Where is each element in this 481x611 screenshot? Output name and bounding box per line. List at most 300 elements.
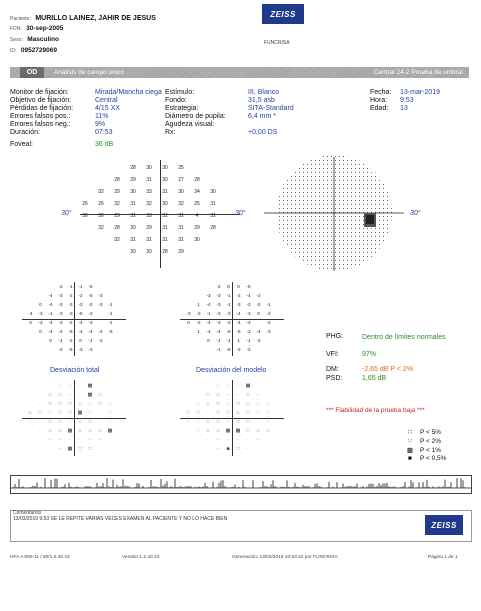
total-dev-cell: -5 [88,284,93,289]
total-dev-symbol: ▩ [87,392,93,398]
total-dev-symbol: ∷ [58,392,62,398]
pattern-dev-symbol: · [267,410,269,416]
threshold-cell: 30 [98,213,104,219]
pattern-dev-symbol: ∷ [236,401,240,407]
col1-label-1: Objetivo de fijación: [10,97,72,104]
total-dev-symbol: ⁙ [47,401,53,407]
threshold-cell: 31 [162,225,168,231]
threshold-cell: 25 [178,165,184,171]
threshold-cell: 30 [210,189,216,195]
pattern-dev-symbol: ∷ [246,428,250,434]
pattern-dev-cell: -4 [246,293,251,298]
total-dev-cell: -5 [68,347,73,352]
total-dev-symbol: ∷ [68,410,72,416]
col2-label-2: Estrategia: [165,105,199,112]
fovea-row [10,141,33,148]
total-dev-cell: -4 [48,302,53,307]
pattern-dev-cell: -3 [246,329,251,334]
total-dev-symbol: ∷ [78,446,82,452]
pattern-dev-symbol: ∷ [216,419,220,425]
pattern-dev-symbol: ∷ [186,410,190,416]
pattern-dev-symbol: ∷ [236,446,240,452]
pattern-dev-cell: -5 [236,329,241,334]
pattern-dev-symbol: ⁙ [245,392,251,398]
threshold-cell: 32 [178,201,184,207]
total-dev-cell: -3 [58,311,63,316]
total-dev-cell: -3 [98,293,103,298]
col1-label-0: Monitor de fijación: [10,89,69,96]
pattern-dev-symbol: ▩ [245,383,251,389]
pattern-dev-symbol: ∷ [246,410,250,416]
total-dev-cell: -1 [108,311,113,316]
col1-value-4: 9% [95,121,106,128]
threshold-cell: 31 [162,213,168,219]
threshold-cell: 33 [146,213,152,219]
total-dev-symbol: · [29,419,31,425]
pattern-dev-symbol: ∷ [246,401,250,407]
col2-value-5: +0,00 DS [248,129,278,136]
pattern-dev-cell: -5 [246,284,251,289]
total-dev-symbol: · [109,410,111,416]
pattern-dev-cell: -1 [216,347,221,352]
total-dev-cell: -1 [58,338,63,343]
legend-text: P < 1% [420,447,442,454]
total-dev-symbol: ⁙ [77,428,83,434]
pattern-dev-cell: -4 [206,302,211,307]
pattern-dev-symbol: ⁙ [215,428,221,434]
total-dev-symbol: ⁙ [97,428,103,434]
threshold-cell: 32 [114,237,120,243]
pattern-dev-symbol: · [247,437,249,443]
col1-label-5: Duración: [10,129,40,136]
threshold-cell: 29 [146,225,152,231]
total-dev-cell: 0 [39,329,42,334]
pattern-dev-cell: 0 [207,338,210,343]
total-dev-symbol: · [89,437,91,443]
total-dev-symbol: · [59,446,61,452]
pattern-dev-cell: -3 [236,302,241,307]
col1-value-5: 07:53 [95,129,113,136]
threshold-cell: 30 [146,165,152,171]
psd-value: 1,65 dB [362,375,387,382]
pattern-dev-symbol: · [257,392,259,398]
legend-row [404,455,446,462]
threshold-cell: 31 [162,237,168,243]
pattern-dev-cell: -2 [266,311,271,316]
total-dev-title: Desviación total [50,367,100,374]
col3-value-1: 9:53 [400,97,414,104]
legend-symbol-icon: ▩ [406,447,414,454]
pattern-dev-cell: 0 [237,284,240,289]
col2-label-1: Fondo: [165,97,187,104]
threshold-cell: 25 [194,201,200,207]
total-dev-cell: -2 [88,311,93,316]
pattern-dev-cell: -2 [256,338,261,343]
comments-text: 13/03/2019 9:53 SE LE REPITE VARIAS VECES EXAMEN AL PACIENTE Y NO LO HACE BIEN [13,516,228,522]
col2-label-3: Diámetro de pupila: [165,113,226,120]
footer-page: Página 1 de 1 [428,555,458,560]
threshold-cell: 26 [98,201,104,207]
total-dev-symbol: · [69,437,71,443]
threshold-cell: 33 [146,189,152,195]
pattern-dev-symbol: ∷ [266,428,270,434]
footer-device: HFA II 860-11 / 50/1.2.40.43 [10,555,70,560]
patient-dob: 30-sep-2005 [26,25,64,32]
pattern-dev-symbol: · [257,437,259,443]
total-dev-cell: -2 [68,320,73,325]
threshold-cell: 31 [178,225,184,231]
test-name: Central 24-2 Prueba de umbral [373,69,463,76]
total-dev-cell: -1 [68,284,73,289]
total-dev-symbol: ▩ [77,410,83,416]
pattern-dev-cell: -2 [246,347,251,352]
threshold-cell: 28 [114,225,120,231]
pattern-dev-cell: 1 [237,338,240,343]
total-dev-numeric [22,282,126,358]
total-dev-symbol: · [89,401,91,407]
total-dev-symbol: · [49,437,51,443]
patient-id-label: ID: [10,48,17,54]
pattern-dev-symbol: · [197,428,199,434]
pattern-dev-symbol: · [257,410,259,416]
threshold-cell: 32 [98,189,104,195]
pattern-dev-cell: -2 [256,302,261,307]
total-dev-symbol: · [69,392,71,398]
threshold-cell: 31 [210,201,216,207]
legend-text: P < 0,5% [420,455,447,462]
pattern-dev-symbol: · [257,401,259,407]
pattern-dev-symbol: ∷ [216,392,220,398]
total-dev-symbol: ∷ [58,410,62,416]
total-dev-symbol: · [79,383,81,389]
col2-value-3: 6,4 mm * [248,113,277,120]
psd-label: PSD: [326,375,343,382]
total-dev-cell: -2 [68,293,73,298]
total-dev-cell: -3 [88,347,93,352]
pattern-dev-symbol: · [267,419,269,425]
deg-right: 30° [410,210,421,217]
pattern-dev-symbol: ⁙ [235,410,241,416]
total-dev-symbol: · [59,383,61,389]
pattern-dev-symbol: · [237,392,239,398]
patient-name: MURILLO LAINEZ, JAHIR DE JESUS [35,15,156,22]
pattern-dev-cell: -3 [216,293,221,298]
threshold-cell: 28 [114,177,120,183]
total-dev-cell: -3 [78,302,83,307]
threshold-cell: 30 [82,213,88,219]
col2-label-0: Estímulo: [165,89,195,96]
total-dev-symbol: ∷ [98,392,102,398]
col3-label-2: Edad: [370,105,389,112]
pattern-dev-cell: -4 [236,320,241,325]
analysis-title: Análisis de campo único [54,69,125,76]
pattern-dev-symbol: · [217,383,219,389]
total-dev-symbol: ⁙ [47,428,53,434]
threshold-cell: 31 [210,213,216,219]
col1-label-2: Pérdidas de fijación: [10,105,74,112]
threshold-cell: 34 [194,189,200,195]
total-dev-cell: -3 [78,347,83,352]
zeiss-logo-bottom: ZEISS [425,515,463,535]
pattern-dev-symbol: ▩ [235,428,241,434]
pattern-dev-symbol: · [217,437,219,443]
total-dev-symbol: ∷ [68,401,72,407]
col3-label-1: Hora: [370,97,388,104]
threshold-cell: 31 [130,213,136,219]
legend-text: P < 2% [420,438,442,445]
threshold-cell: 30 [194,237,200,243]
threshold-cell: 31 [178,213,184,219]
pattern-dev-symbol: ∷ [246,419,250,425]
pattern-dev-symbol: ■ [226,446,230,452]
col2-value-1: 31,5 asb [248,97,275,104]
md-value: -2,65 dB P < 2% [362,366,414,373]
threshold-cell: 30 [130,225,136,231]
pattern-dev-title: Desviación del modelo [196,367,267,374]
pattern-dev-cell: -3 [266,329,271,334]
total-dev-cell: -2 [58,284,63,289]
deg-mid: 30° [235,210,246,217]
legend-text: P < 5% [420,429,442,436]
total-dev-cell: 0 [29,320,32,325]
total-dev-cell: -3 [68,311,73,316]
fovea-label: Foveal: [10,141,33,148]
total-dev-cell: -3 [58,320,63,325]
pattern-dev-cell: -1 [216,338,221,343]
pattern-dev-symbol: · [217,446,219,452]
pattern-dev-cell: -3 [186,311,191,316]
fixation-trace [11,476,471,493]
threshold-cell: 4 [195,213,199,219]
pattern-dev-cell: 0 [187,320,190,325]
pattern-dev-cell: -2 [196,320,201,325]
pattern-dev-symbol: ∷ [206,392,210,398]
threshold-cell: 26 [82,201,88,207]
total-dev-symbol: · [89,410,91,416]
patient-id: 0952729069 [20,47,57,54]
pattern-dev-cell: -1 [226,302,231,307]
threshold-cell: 29 [194,225,200,231]
total-dev-cell: -4 [78,320,83,325]
threshold-cell: 30 [162,165,168,171]
threshold-cell: 32 [146,201,152,207]
pattern-dev-prob [180,380,284,458]
total-dev-cell: -5 [108,329,113,334]
total-dev-cell: -1 [78,284,83,289]
total-dev-symbol: · [109,401,111,407]
total-dev-symbol: ∷ [78,401,82,407]
pattern-dev-cell: -3 [226,311,231,316]
total-dev-cell: -4 [98,329,103,334]
pattern-dev-cell: -4 [206,320,211,325]
pattern-dev-cell: -3 [246,320,251,325]
total-dev-cell: -4 [88,329,93,334]
total-dev-cell: -2 [38,320,43,325]
pattern-dev-cell: -1 [246,338,251,343]
patient-id-row [10,39,57,57]
pattern-dev-cell: 0 [257,311,260,316]
pattern-dev-symbol: · [227,437,229,443]
total-dev-cell: -2 [88,302,93,307]
pattern-dev-symbol: ∷ [196,410,200,416]
total-dev-cell: -5 [88,293,93,298]
pattern-dev-cell: -1 [206,311,211,316]
total-dev-cell: -3 [88,320,93,325]
threshold-cell: 28 [130,165,136,171]
threshold-cell: 27 [178,177,184,183]
pattern-dev-cell: -2 [236,293,241,298]
patient-name-label: Paciente: [10,16,31,22]
pattern-dev-symbol: · [227,419,229,425]
grayscale-plot [254,155,414,275]
pattern-dev-cell: -1 [226,293,231,298]
total-dev-cell: -5 [68,329,73,334]
total-dev-symbol: ∷ [88,419,92,425]
total-dev-cell: -2 [78,293,83,298]
col3-value-0: 13-mar-2019 [400,89,441,96]
total-dev-symbol: ∷ [98,401,102,407]
legend-symbol-icon: ■ [408,455,412,462]
total-dev-symbol: · [39,428,41,434]
comments-label: Comentarios [13,510,42,516]
total-dev-cell: -2 [98,338,103,343]
total-dev-symbol: ▩ [67,446,73,452]
pattern-dev-cell: -3 [216,302,221,307]
pattern-dev-cell: -3 [246,311,251,316]
col2-value-0: III, Blanco [248,89,280,96]
pattern-dev-cell: -3 [216,320,221,325]
pattern-dev-symbol: · [227,392,229,398]
legend-symbol-icon: ⁙ [407,438,413,445]
comments-box [10,510,472,542]
pattern-dev-cell: -3 [206,293,211,298]
total-dev-symbol: ▩ [107,428,113,434]
col1-label-4: Errores falsos neg.: [10,121,71,128]
total-dev-symbol: ⁙ [47,419,53,425]
pattern-dev-symbol: · [267,401,269,407]
threshold-cell: 30 [162,177,168,183]
threshold-cell: 32 [114,201,120,207]
zeiss-logo: ZEISS [262,4,304,24]
threshold-cell: 30 [130,249,136,255]
pattern-dev-symbol: ⁙ [205,401,211,407]
total-dev-cell: -1 [48,311,53,316]
total-dev-symbol: ∷ [88,446,92,452]
col1-value-0: Mirada/Mancha ciega [95,89,162,96]
total-dev-symbol: · [109,419,111,425]
threshold-cell: 31 [162,189,168,195]
threshold-cell: 31 [146,177,152,183]
pattern-dev-symbol: · [237,437,239,443]
total-dev-cell: 0 [49,338,52,343]
total-dev-cell: -2 [68,338,73,343]
threshold-cell: 29 [114,213,120,219]
pattern-dev-symbol: · [227,401,229,407]
total-dev-prob [22,380,126,458]
col2-label-5: Rx: [165,129,176,136]
vfi-label: VFI: [326,351,339,358]
pattern-dev-symbol: ▩ [225,428,231,434]
institution: FUNCRISA [264,40,290,46]
pattern-dev-symbol: ∷ [216,410,220,416]
total-dev-cell: -2 [58,347,63,352]
col1-value-1: Central [95,97,118,104]
threshold-cell: 31 [146,237,152,243]
pattern-dev-cell: 0 [227,284,230,289]
pattern-dev-cell: -5 [226,329,231,334]
legend-symbol-icon: ∷ [407,429,413,436]
col2-value-2: SITA-Standard [248,105,294,112]
total-dev-symbol: · [99,437,101,443]
threshold-cell: 29 [130,177,136,183]
pattern-dev-cell: -1 [226,338,231,343]
pattern-dev-symbol: ⁙ [235,419,241,425]
pattern-dev-symbol: · [187,419,189,425]
total-dev-symbol: · [79,437,81,443]
pattern-dev-symbol: ∷ [226,410,230,416]
patient-sex: Masculino [27,36,60,43]
total-dev-symbol: · [69,419,71,425]
pattern-dev-cell: -1 [266,302,271,307]
total-dev-cell: -3 [58,293,63,298]
total-dev-cell: -4 [48,293,53,298]
threshold-cell: 30 [146,249,152,255]
col3-label-0: Fecha: [370,89,392,96]
pattern-dev-symbol: ⁙ [205,428,211,434]
pattern-dev-cell: -4 [216,329,221,334]
analysis-banner [10,67,469,78]
total-dev-symbol: ⁙ [87,428,93,434]
pattern-dev-cell: -8 [226,347,231,352]
legend-row [404,428,441,436]
pattern-dev-symbol: · [237,383,239,389]
threshold-cell: 31 [130,201,136,207]
threshold-cell: 30 [130,189,136,195]
pattern-dev-numeric [180,282,284,358]
pattern-dev-cell: 1 [197,329,200,334]
total-dev-symbol: · [49,410,51,416]
total-dev-symbol: ▩ [87,383,93,389]
total-dev-symbol: · [69,383,71,389]
threshold-plot [80,160,240,270]
total-dev-cell: -4 [58,329,63,334]
legend-row [404,446,441,454]
total-dev-symbol: · [39,419,41,425]
pattern-dev-symbol: ⁙ [205,419,211,425]
pattern-dev-cell: -4 [236,311,241,316]
pattern-dev-symbol: · [207,437,209,443]
total-dev-cell: -4 [78,329,83,334]
threshold-cell: 28 [194,177,200,183]
total-dev-symbol: ▩ [67,428,73,434]
threshold-cell: 32 [98,225,104,231]
total-dev-cell: 0 [39,302,42,307]
pattern-dev-symbol: ∷ [216,401,220,407]
total-dev-cell: -4 [28,311,33,316]
pattern-dev-cell: -2 [226,320,231,325]
threshold-cell: 28 [210,225,216,231]
pattern-dev-symbol: · [227,383,229,389]
total-dev-cell: 0 [79,338,82,343]
total-dev-cell: -5 [78,311,83,316]
deg-left: 30° [61,210,72,217]
pattern-dev-cell: -3 [246,302,251,307]
patient-sex-label: Sexo: [10,37,23,43]
total-dev-cell: -3 [58,302,63,307]
pattern-dev-cell: -4 [206,329,211,334]
total-dev-symbol: · [79,392,81,398]
total-dev-symbol: ⁙ [27,410,33,416]
